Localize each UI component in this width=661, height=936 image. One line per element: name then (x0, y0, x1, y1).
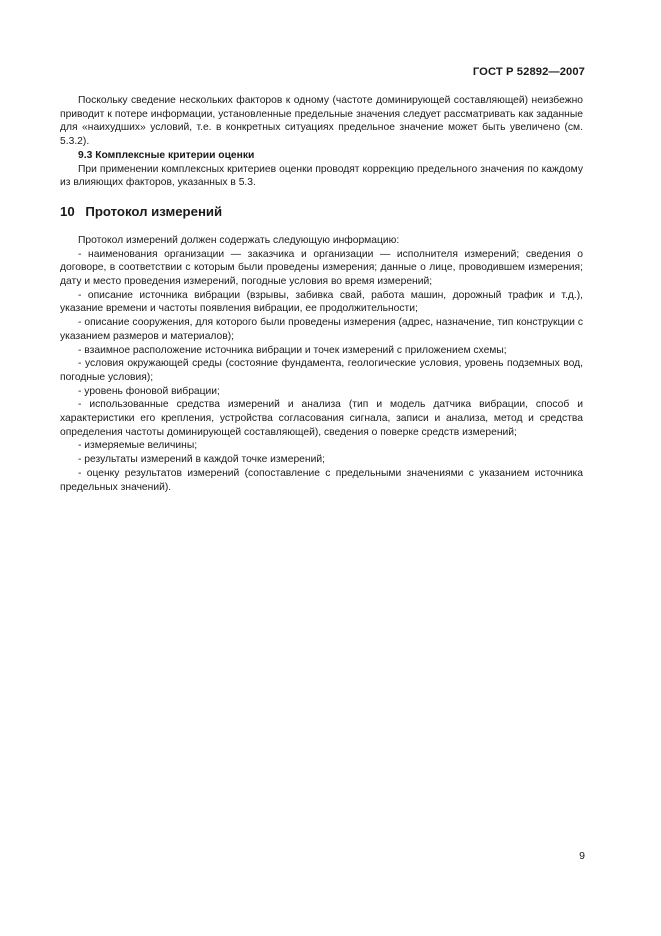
list-item: - описание источника вибрации (взрывы, забивка свай, работа машин, дорожный трафик и т.д.), указание времени и частоты появления вибрации, ее продолжительности; (60, 289, 583, 315)
section-number: 10 (60, 203, 75, 219)
list-item: - оценку результатов измерений (сопоставление с предельными значениями с указанием источника предельных значений). (60, 467, 583, 493)
list-item: - уровень фоновой вибрации; (78, 385, 220, 397)
list-item: - измеряемые величины; (78, 440, 198, 452)
subsection-number: 9.3 (78, 149, 93, 161)
page-content (60, 94, 583, 494)
page-number: 9 (579, 850, 585, 862)
section-title: Протокол измерений (85, 203, 223, 219)
list-item: - результаты измерений в каждой точке измерений; (78, 454, 325, 466)
subsection-heading (60, 149, 583, 163)
section-heading (60, 203, 583, 220)
document-code-header: ГОСТ Р 52892—2007 (472, 66, 585, 78)
list-item: - условия окружающей среды (состояние фундамента, геологические условия, уровень подземных вод, погодные условия); (60, 358, 583, 383)
list-item: - взаимное расположение источника вибрации и точек измерений с приложением схемы; (78, 344, 507, 356)
list-item: - описание сооружения, для которого были проведены измерения (адрес, назначение, тип конструкции с указанием размеров и материалов); (60, 317, 583, 342)
subsection-paragraph: При применении комплексных критериев оценки проводят коррекцию предельного значения по каждому из влияющих факторов, указанных в 5.3. (60, 163, 583, 189)
list-item: - наименования организации — заказчика и организации — исполнителя измерений; сведения о договоре, в соответствии с которым были проведены измерения; данные о лице, проводившем измерения; дату и место проведения измерений, погодные условия во время измерений; (60, 248, 583, 288)
list-item: - использованные средства измерений и анализа (тип и модель датчика вибрации, способ и характеристики его крепления, устройства согласования сигнала, записи и анализа, метод и средства определения частоты доминирующей составляющей), сведения о поверке средств измерений; (60, 399, 583, 438)
section-lead-paragraph: Протокол измерений должен содержать следующую информацию: (78, 234, 400, 246)
intro-paragraph: Поскольку сведение нескольких факторов к одному (частоте доминирующей составляющей) неизбежно приводит к потере информации, установленные предельные значения следует рассматривать как заданные для «наихудших» условий, т.е. в конкретных ситуациях предельное значение может быть увеличено (см. 5.3.2). (60, 95, 583, 148)
subsection-title: Комплексные критерии оценки (95, 149, 255, 161)
